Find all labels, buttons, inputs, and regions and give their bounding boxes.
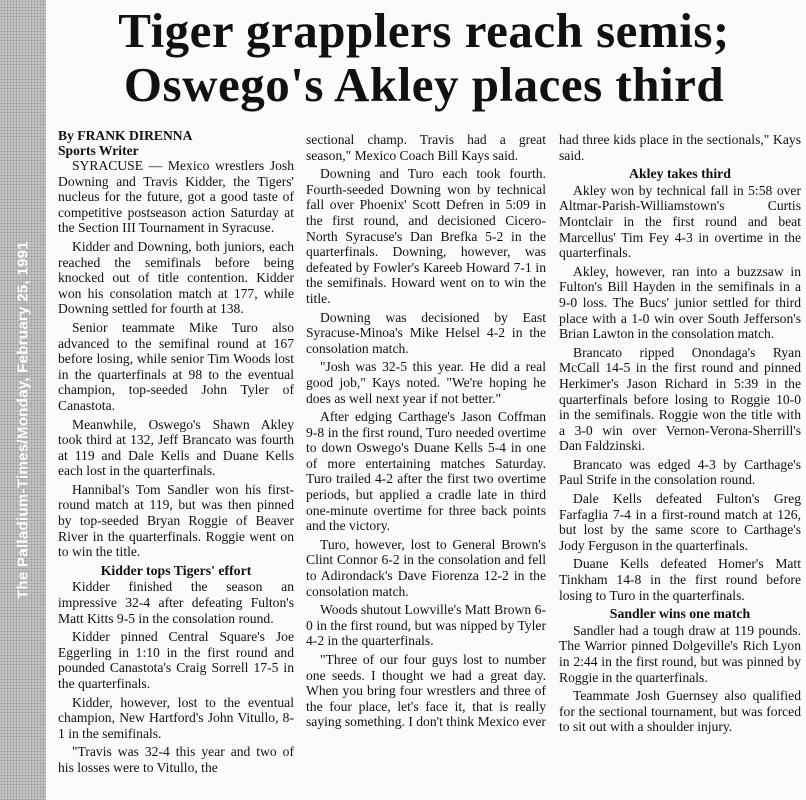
paragraph: Duane Kells defeated Homer's Matt Tinkham 14-8 in the first round before losing to Turo in the quarterfinals. [559, 556, 801, 603]
paragraph: Sandler had a tough draw at 119 pounds. The Warrior pinned Dolgeville's Rich Lyon in 2:44 in the first round, but was pinned by Roggie in the quarterfinals. [559, 622, 801, 685]
paragraph: Hannibal's Tom Sandler won his first-round match at 119, but was then pinned by top-seeded Bryan Roggie of Beaver River in the quarterfinals. Roggie went on to win the title. [58, 481, 294, 560]
article-column-1 [58, 128, 294, 779]
paragraph: Akley, however, ran into a buzzsaw in Fulton's Bill Hayden in the semifinals in a 9-0 loss. The Bucs' junior settled for third place with a 1-0 win over South Jefferson's Brian Lawton in the consolation match. [559, 263, 801, 342]
paragraph: Akley won by technical fall in 5:58 over Altmar-Parish-Williamstown's Curtis Montclair in the first round and beat Marcellus' Tim Fey 4-3 in overtime in the quarterfinals. [559, 182, 801, 261]
paragraph: Woods shutout Lowville's Matt Brown 6-0 in the first round, but was nipped by Tyler 4-2 in the quarterfinals. [306, 602, 546, 649]
dateline-text: The Palladium-Times/Monday, February 25, 1991 [14, 240, 32, 600]
paragraph: had three kids place in the sectionals," Kays said. [559, 132, 801, 163]
article-column-3 [559, 132, 801, 738]
paragraph: Kidder, however, lost to the eventual champion, New Hartford's John Vitullo, 8-1 in the semifinals. [58, 694, 294, 741]
paragraph: "Josh was 32-5 this year. He did a real good job," Kays noted. "We're hoping he does as well next year if not better." [306, 359, 546, 406]
paragraph: "Three of our four guys lost to number one seeds. I thought we had a great day. When you bring four wrestlers and three of the four place, let's face it, that is really saying something. I don't think Mexico ever [306, 652, 546, 730]
paragraph: "Travis was 32-4 this year and two of his losses were to Vitullo, the [58, 744, 294, 775]
headline [48, 4, 800, 112]
paragraph: Kidder and Downing, both juniors, each reached the semifinals before being knocked out of title contention. Kidder won his consolation match at 177, while Downing settled for fourth at 138. [58, 238, 294, 317]
subhead: Sandler wins one match [609, 606, 751, 622]
headline-line-1: Tiger grapplers reach semis; [118, 3, 730, 58]
paragraph: Brancato was edged 4-3 by Carthage's Paul Strife in the consolation round. [559, 456, 801, 488]
paragraph: Dale Kells defeated Fulton's Greg Farfaglia 7-4 in a first-round match at 126, but lost by the same score to Carthage's Jody Ferguson in the quarterfinals. [559, 491, 801, 553]
paragraph: Brancato ripped Onondaga's Ryan McCall 14-5 in the first round and pinned Herkimer's Jason Richard in 5:39 in the quarterfinals before losing to Roggie 10-0 in the semifinals. Roggie won the title with a 3-0 win over Vernon-Verona-Sherrill's Dan Faldzinski. [559, 344, 801, 454]
paragraph: Downing and Turo each took fourth. Fourth-seeded Downing won by technical fall over Phoenix' Scott Defren in 5:09 in the first round, and decisioned Cicero-North Syracuse's Dan Brefka 5-2 in the quarterfinals. Downing, however, was defeated by Fowler's Kareeb Howard 7-1 in the semifinals. Howard went on to win the title. [306, 166, 546, 306]
paragraph: Teammate Josh Guernsey also qualified for the sectional tournament, but was forced to sit out with a shoulder injury. [559, 688, 801, 735]
paragraph: Turo, however, lost to General Brown's Clint Connor 6-2 in the consolation and fell to Adirondack's Dave Fiorenza 12-2 in the consolation match. [306, 536, 546, 599]
paragraph: Kidder finished the season an impressive 32-4 after defeating Fulton's Matt Kitts 9-5 in the consolation round. [58, 579, 294, 626]
subhead: Kidder tops Tigers' effort [100, 562, 252, 578]
paragraph: SYRACUSE — Mexico wrestlers Josh Downing and Travis Kidder, the Tigers' nucleus for the future, got a good taste of competitive postseason action Saturday at the Section III Tournament in Syracuse. [58, 158, 294, 236]
paragraph: Meanwhile, Oswego's Shawn Akley took third at 132, Jeff Brancato was fourth at 119 and Dale Kells and Duane Kells each lost in the quarterfinals. [58, 416, 294, 479]
paragraph: sectional champ. Travis had a great season," Mexico Coach Bill Kays said. [306, 132, 546, 163]
paragraph: Downing was decisioned by East Syracuse-Minoa's Mike Helsel 4-2 in the consolation match. [306, 309, 546, 356]
paragraph: Senior teammate Mike Turo also advanced to the semifinal round at 167 before losing, while senior Tim Woods lost in the quarterfinals at 98 to the eventual champion, top-seeded John Tyler of Canastota. [58, 319, 294, 413]
byline-name: By FRANK DIRENNA [58, 128, 193, 143]
byline-role: Sports Writer [58, 143, 139, 158]
article-column-2 [306, 132, 546, 733]
paragraph: After edging Carthage's Jason Coffman 9-8 in the first round, Turo needed overtime to down Oswego's Duane Kells 5-4 in one of more entertaining matches Saturday. Turo trailed 4-2 after the first two overtime periods, but applied a cradle late in third one-minute overtime for three back points and the victory. [306, 409, 546, 534]
paragraph: Kidder pinned Central Square's Joe Eggerling in 1:10 in the first round and pounded Canastota's Craig Sorrell 17-5 in the quarterfinals. [58, 629, 294, 691]
headline-line-2: Oswego's Akley places third [123, 57, 725, 112]
subhead: Akley takes third [629, 166, 731, 182]
newspaper-dateline-bar [0, 0, 46, 800]
